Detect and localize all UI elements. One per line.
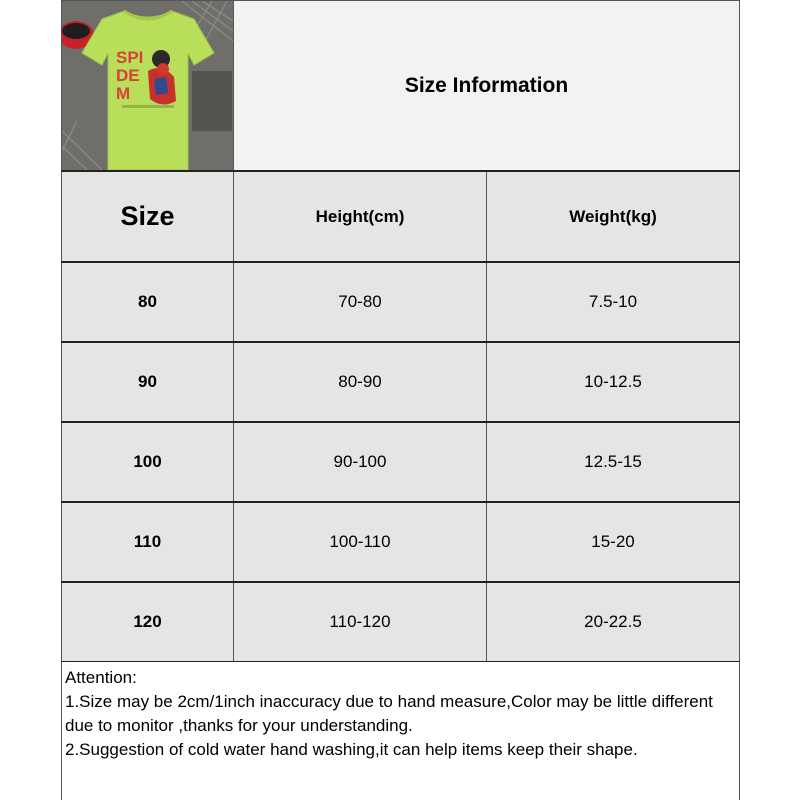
attention-notes xyxy=(61,662,740,800)
size-cell: 120 xyxy=(61,583,234,661)
page-title: Size Information xyxy=(234,1,740,170)
table-row xyxy=(61,503,740,583)
height-cell: 90-100 xyxy=(234,423,487,501)
table-row xyxy=(61,263,740,343)
weight-cell: 7.5-10 xyxy=(487,263,740,341)
notes-line-1: 1.Size may be 2cm/1inch inaccuracy due to hand measure,Color may be little different due to monitor ,thanks for your understanding. xyxy=(65,692,713,735)
tshirt-illustration xyxy=(62,1,233,170)
weight-cell: 15-20 xyxy=(487,503,740,581)
height-cell: 100-110 xyxy=(234,503,487,581)
notes-heading: Attention: xyxy=(65,668,137,687)
size-chart xyxy=(61,0,740,800)
notes-line-2: 2.Suggestion of cold water hand washing,it can help items keep their shape. xyxy=(65,740,638,759)
column-header-weight: Weight(kg) xyxy=(487,172,740,261)
column-header-size: Size xyxy=(61,172,234,261)
svg-text:SPI: SPI xyxy=(116,48,144,67)
svg-text:M: M xyxy=(116,84,131,103)
size-cell: 80 xyxy=(61,263,234,341)
size-cell: 110 xyxy=(61,503,234,581)
weight-cell: 12.5-15 xyxy=(487,423,740,501)
height-cell: 80-90 xyxy=(234,343,487,421)
table-header-row xyxy=(61,172,740,263)
size-cell: 100 xyxy=(61,423,234,501)
weight-cell: 10-12.5 xyxy=(487,343,740,421)
product-photo xyxy=(61,1,234,170)
weight-cell: 20-22.5 xyxy=(487,583,740,661)
table-row xyxy=(61,343,740,423)
height-cell: 110-120 xyxy=(234,583,487,661)
table-row xyxy=(61,423,740,503)
column-header-height: Height(cm) xyxy=(234,172,487,261)
size-cell: 90 xyxy=(61,343,234,421)
table-row xyxy=(61,583,740,663)
svg-text:DE: DE xyxy=(116,66,140,85)
height-cell: 70-80 xyxy=(234,263,487,341)
header-row xyxy=(61,0,740,172)
